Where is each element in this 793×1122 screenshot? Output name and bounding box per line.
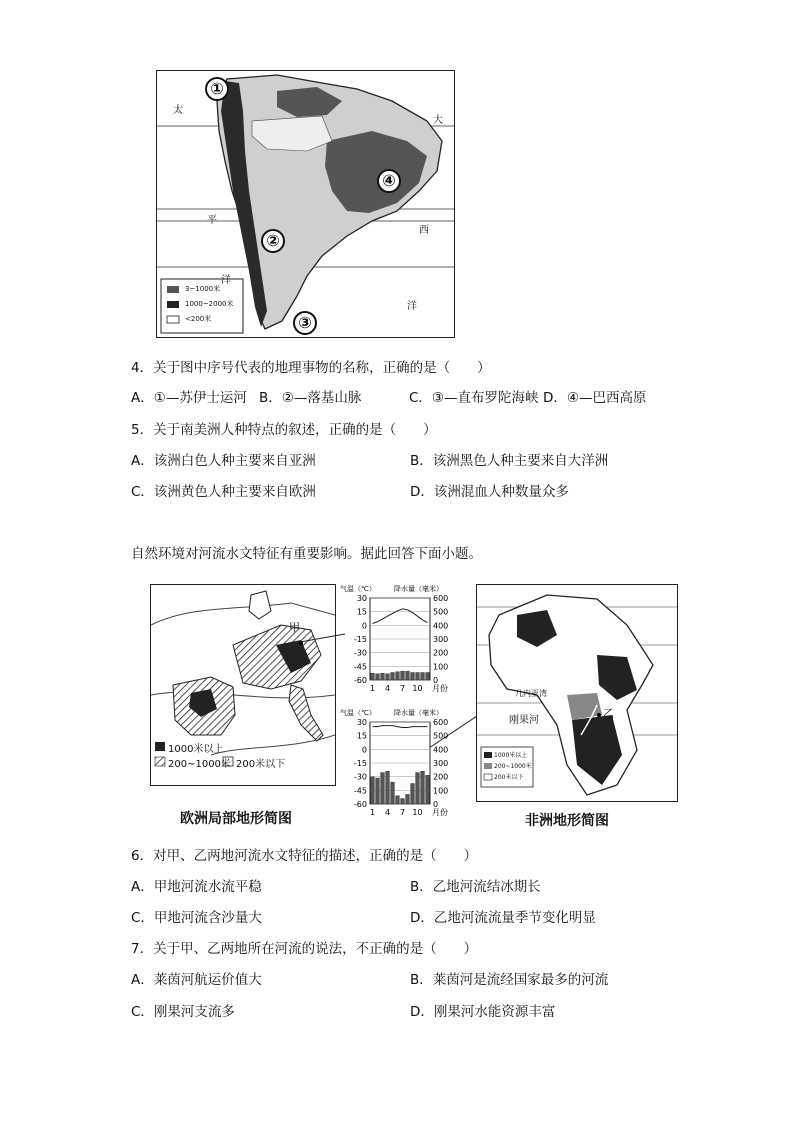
precip-bar — [426, 775, 430, 804]
precip-bar — [386, 674, 390, 680]
month-tick-label: 1 — [369, 808, 376, 817]
month-tick-label: 10 — [412, 684, 423, 693]
precip-tick-label: 300 — [433, 635, 449, 644]
africa-legend-3: 200米以下 — [494, 774, 524, 781]
q7-stem: 7．关于甲、乙两地所在河流的说法，不正确的是（ ） — [131, 941, 478, 957]
q6-option-c[interactable]: C．甲地河流含沙量大 — [131, 910, 262, 926]
temp-tick-label: -30 — [353, 648, 367, 658]
chart-header-temp: 气温（℃） — [340, 709, 376, 717]
q7-option-c[interactable]: C．刚果河支流多 — [131, 1004, 235, 1020]
precip-bar — [416, 672, 420, 680]
precip-bar — [391, 782, 395, 804]
precip-tick-label: 300 — [433, 759, 449, 768]
q6-option-a[interactable]: A．甲地河流水流平稳 — [131, 879, 262, 895]
q4-stem: 4．关于图中序号代表的地理事物的名称，正确的是（ ） — [131, 360, 491, 376]
month-unit-label: 月份 — [432, 808, 448, 817]
temp-tick-label: -60 — [353, 800, 367, 809]
q6-option-b[interactable]: B．乙地河流结冰期长 — [410, 879, 541, 895]
ocean-label-3: 洋 — [221, 275, 231, 286]
q5-option-a[interactable]: A．该洲白色人种主要来自亚洲 — [131, 453, 316, 469]
month-tick-label: 4 — [384, 808, 391, 817]
africa-legend-1: 1000米以上 — [494, 752, 528, 759]
precip-tick-label: 0 — [433, 676, 439, 685]
q5-option-c[interactable]: C．该洲黄色人种主要来自欧洲 — [131, 484, 316, 500]
point-yi-label: 乙 — [603, 707, 614, 720]
precip-bar — [371, 777, 375, 804]
section-intro: 自然环境对河流水文特征有重要影响。据此回答下面小题。 — [131, 546, 482, 562]
precip-tick-label: 100 — [433, 662, 449, 672]
precip-tick-label: 0 — [433, 800, 439, 809]
temp-tick-label: 30 — [356, 594, 367, 603]
precip-bar — [416, 773, 420, 804]
point-jia-label: 甲 — [289, 621, 300, 634]
precip-bar — [426, 672, 430, 680]
temp-tick-label: -15 — [353, 635, 367, 644]
month-tick-label: 7 — [399, 684, 406, 693]
temp-tick-label: -45 — [353, 786, 367, 796]
temp-tick-label: -60 — [353, 676, 367, 685]
q5-option-d[interactable]: D．该洲混血人种数量众多 — [410, 484, 569, 500]
temp-tick-label: -30 — [353, 772, 367, 782]
precip-bar — [411, 784, 415, 805]
precip-tick-label: 600 — [433, 718, 449, 727]
q6-option-d[interactable]: D．乙地河流流量季节变化明显 — [410, 910, 596, 926]
legend-label-1: 3~1000米 — [185, 285, 221, 293]
south-america-map — [156, 70, 455, 338]
precip-bar — [411, 672, 415, 680]
q7-option-d[interactable]: D．刚果河水能资源丰富 — [410, 1004, 556, 1020]
q5-stem: 5．关于南美洲人种特点的叙述，正确的是（ ） — [131, 422, 437, 438]
precip-bar — [421, 672, 425, 680]
month-tick-label: 7 — [399, 808, 406, 817]
month-tick-label: 1 — [369, 684, 376, 693]
europe-caption: 欧洲局部地形简图 — [180, 811, 292, 827]
q4-option-d[interactable]: D．④—巴西高原 — [543, 390, 647, 406]
precip-tick-label: 200 — [433, 772, 449, 782]
q7-option-a[interactable]: A．莱茵河航运价值大 — [131, 972, 262, 988]
marker-3: ③ — [293, 311, 317, 335]
precip-bar — [421, 771, 425, 804]
precip-tick-label: 600 — [433, 594, 449, 603]
africa-map — [476, 584, 678, 802]
precip-bar — [396, 796, 400, 804]
precip-tick-label: 400 — [433, 621, 449, 631]
precip-bar — [406, 671, 410, 680]
precip-tick-label: 500 — [433, 607, 449, 617]
chart-header-precip: 降水量（毫米） — [394, 585, 443, 593]
q4-option-a[interactable]: A．①—苏伊士运河 — [131, 390, 247, 406]
q4-option-b[interactable]: B．②—落基山脉 — [259, 390, 362, 406]
month-tick-label: 10 — [412, 808, 423, 817]
q6-stem: 6．对甲、乙两地河流水文特征的描述，正确的是（ ） — [131, 848, 478, 864]
temp-tick-label: 15 — [356, 607, 367, 617]
temp-tick-label: 15 — [356, 731, 367, 741]
ocean-label-1: 太 — [173, 105, 183, 116]
q7-option-b[interactable]: B．莱茵河是流经国家最多的河流 — [410, 972, 609, 988]
temp-tick-label: -45 — [353, 662, 367, 672]
precip-tick-label: 200 — [433, 648, 449, 658]
africa-legend-2: 200~1000米 — [494, 763, 532, 770]
marker-2: ② — [261, 229, 285, 253]
precip-bar — [401, 799, 405, 804]
europe-legend-2: 200~1000米 — [168, 759, 231, 770]
precip-bar — [371, 673, 375, 680]
precip-tick-label: 100 — [433, 786, 449, 796]
temp-tick-label: 0 — [361, 745, 367, 755]
temp-tick-label: -15 — [353, 759, 367, 768]
ocean-label-4: 大 — [433, 115, 443, 126]
month-tick-label: 4 — [384, 684, 391, 693]
month-unit-label: 月份 — [432, 684, 448, 693]
legend-label-2: 1000~2000米 — [185, 300, 234, 308]
temp-tick-label: 30 — [356, 718, 367, 727]
q5-option-b[interactable]: B．该洲黑色人种主要来自大洋洲 — [410, 453, 609, 469]
temp-tick-label: 0 — [361, 621, 367, 631]
precip-bar — [391, 672, 395, 680]
ocean-label-2: 平 — [207, 215, 217, 226]
precip-bar — [401, 671, 405, 680]
africa-label-congo: 刚果河 — [509, 715, 539, 726]
africa-caption: 非洲地形简图 — [525, 813, 609, 829]
q4-option-c[interactable]: C．③—直布罗陀海峡 — [409, 390, 539, 406]
marker-4: ④ — [377, 169, 401, 193]
marker-1: ① — [205, 77, 229, 101]
precip-bar — [386, 771, 390, 804]
precip-bar — [381, 673, 385, 680]
europe-legend-3: 200米以下 — [236, 759, 286, 770]
precip-tick-label: 500 — [433, 731, 449, 741]
climate-charts — [340, 582, 470, 828]
chart-header-precip: 降水量（毫米） — [394, 709, 443, 717]
precip-bar — [376, 778, 380, 804]
precip-bar — [376, 674, 380, 680]
precip-bar — [406, 794, 410, 804]
precip-bar — [396, 672, 400, 680]
ocean-label-5: 西 — [419, 225, 429, 236]
precip-tick-label: 400 — [433, 745, 449, 755]
legend-label-3: <200米 — [185, 315, 212, 323]
ocean-label-6: 洋 — [407, 301, 417, 312]
chart-header-temp: 气温（℃） — [340, 585, 376, 593]
precip-bar — [381, 773, 385, 804]
europe-legend-1: 1000米以上 — [168, 744, 224, 755]
africa-label-gulf: 几内亚湾 — [515, 689, 547, 698]
